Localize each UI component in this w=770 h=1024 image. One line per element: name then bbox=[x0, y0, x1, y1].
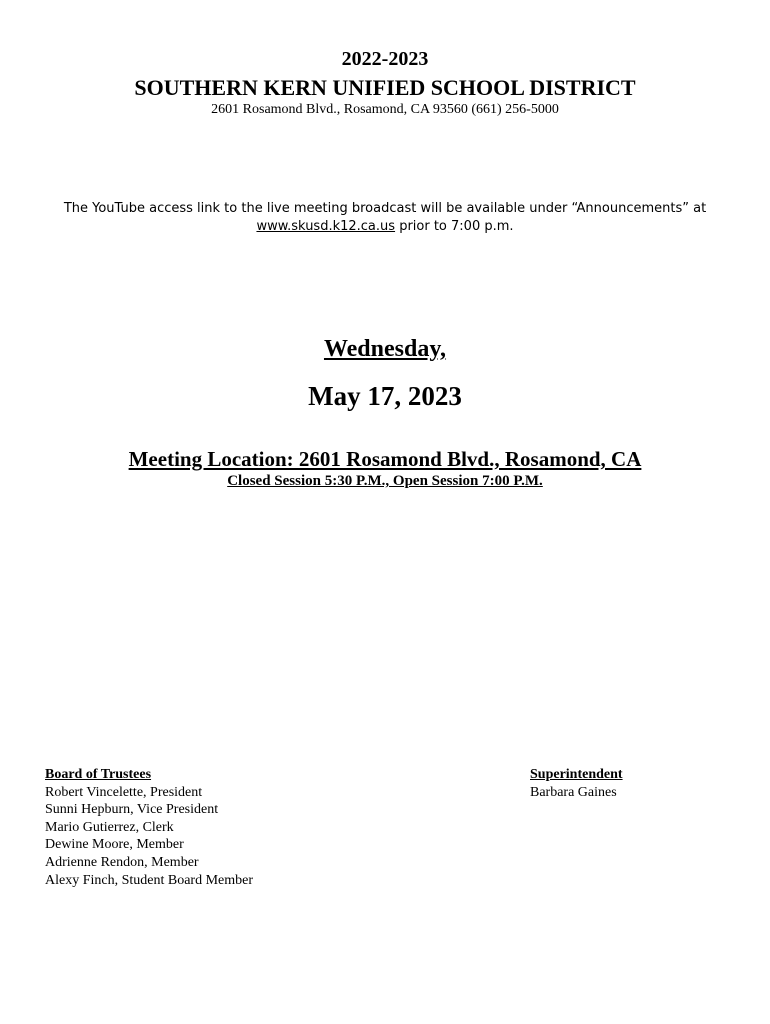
meeting-location: Meeting Location: 2601 Rosamond Blvd., Rosamond, CA bbox=[128, 447, 642, 471]
district-address: 2601 Rosamond Blvd., Rosamond, CA 93560 (661) 256-5000 bbox=[211, 102, 559, 117]
board-member: Robert Vincelette, President bbox=[45, 784, 203, 800]
board-member: Adrienne Rendon, Member bbox=[45, 854, 199, 870]
board-member: Sunni Hepburn, Vice President bbox=[45, 802, 219, 818]
meeting-day: Wednesday, bbox=[323, 336, 447, 362]
board-heading: Board of Trustees bbox=[45, 767, 152, 782]
youtube-notice-time: prior to 7:00 p.m. bbox=[395, 219, 514, 234]
session-times: Closed Session 5:30 P.M., Open Session 7:00 P.M. bbox=[227, 473, 543, 489]
youtube-notice bbox=[40, 200, 730, 236]
board-member: Mario Gutierrez, Clerk bbox=[45, 819, 174, 835]
superintendent-block bbox=[530, 766, 730, 801]
superintendent-heading: Superintendent bbox=[530, 767, 623, 782]
youtube-notice-text: The YouTube access link to the live meeting broadcast will be available under “Announcements” at bbox=[63, 201, 707, 216]
board-member: Alexy Finch, Student Board Member bbox=[45, 872, 254, 888]
board-member: Dewine Moore, Member bbox=[45, 837, 184, 853]
school-year: 2022-2023 bbox=[341, 48, 429, 70]
superintendent-name: Barbara Gaines bbox=[530, 784, 617, 800]
board-of-trustees bbox=[45, 766, 365, 889]
meeting-date: May 17, 2023 bbox=[308, 381, 462, 411]
district-name: SOUTHERN KERN UNIFIED SCHOOL DISTRICT bbox=[134, 75, 636, 100]
district-website-link[interactable]: www.skusd.k12.ca.us bbox=[256, 219, 396, 234]
